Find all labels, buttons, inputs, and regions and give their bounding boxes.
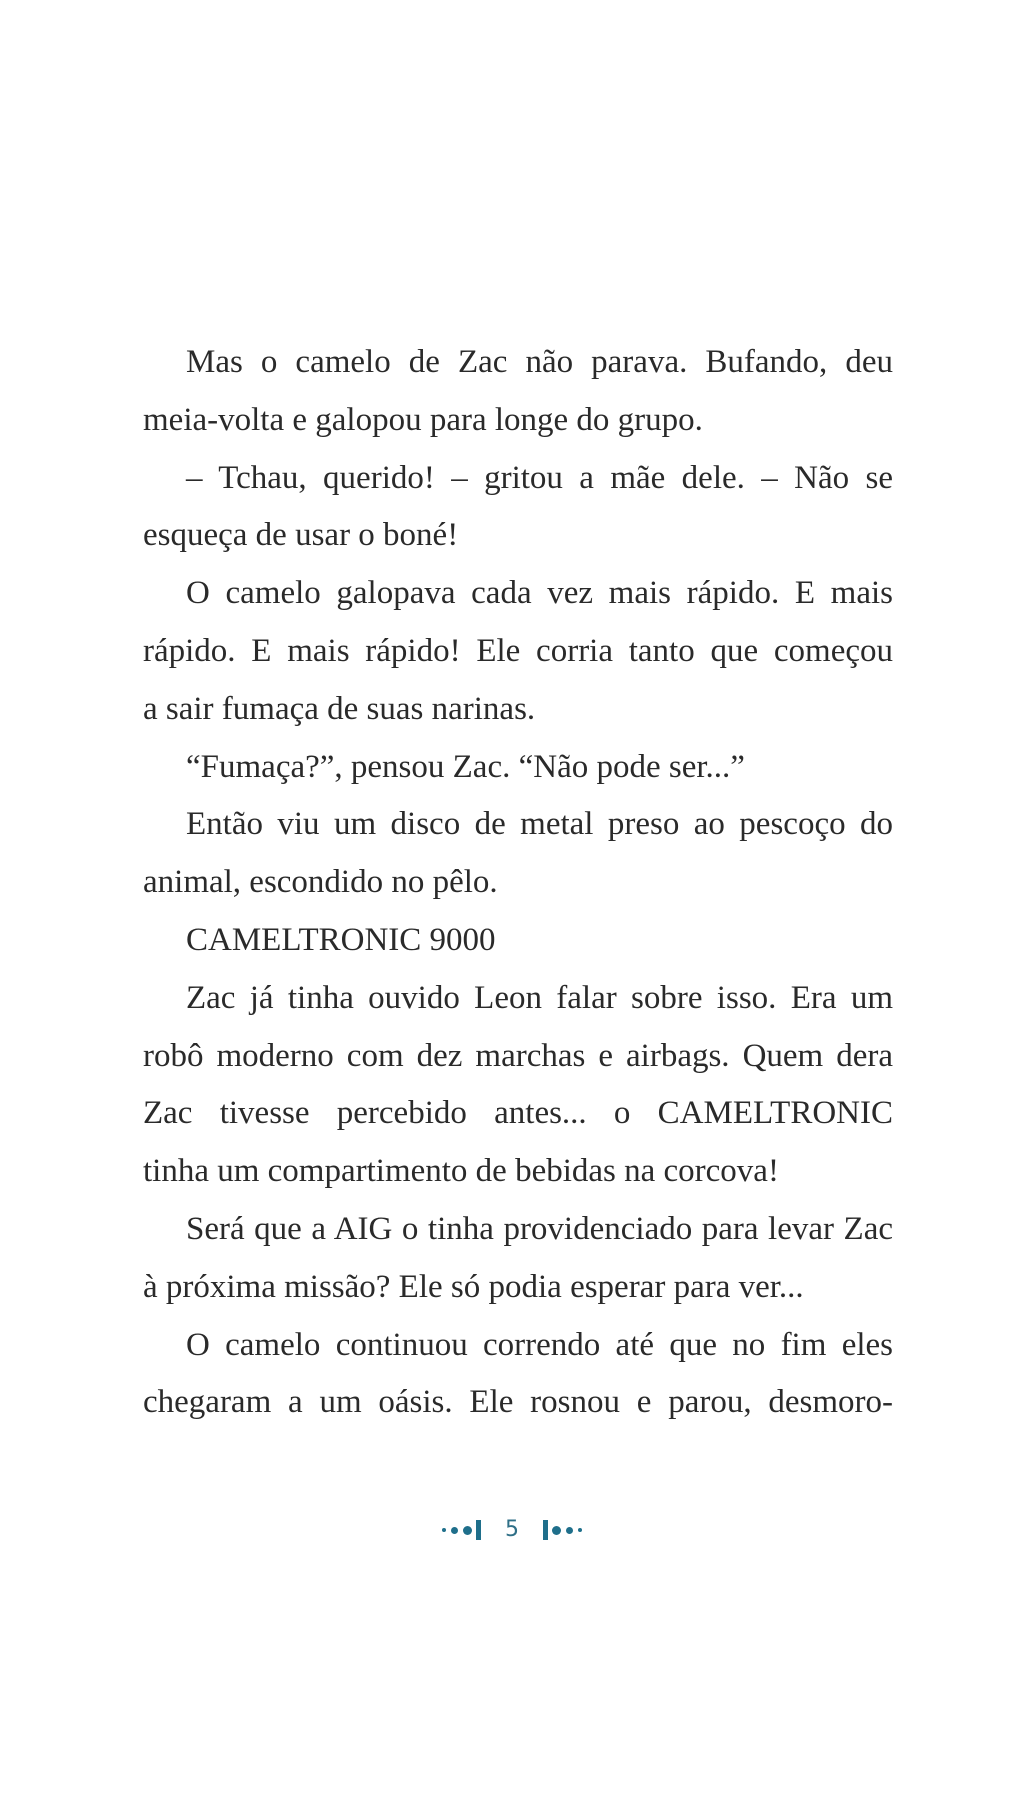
text-line: “Fumaça?”, pensou Zac. “Não pode ser...” xyxy=(186,748,745,785)
text-line: chegaram a um oásis. Ele rosnou e parou, desmoro- xyxy=(143,1384,893,1421)
text-line: animal, escondido no pêlo. xyxy=(143,864,498,901)
text-line: O camelo galopava cada vez mais rápido. E mais xyxy=(186,575,893,612)
folio-ornament-right-icon xyxy=(552,1526,582,1535)
text-line: esqueça de usar o boné! xyxy=(143,517,459,554)
text-line: a sair fumaça de suas narinas. xyxy=(143,690,536,727)
page-number: 5 xyxy=(505,1517,519,1542)
text-line: CAMELTRONIC 9000 xyxy=(186,921,496,958)
text-line: Será que a AIG o tinha providenciado para levar Zac xyxy=(186,1210,893,1247)
text-line: Então viu um disco de metal preso ao pescoço do xyxy=(186,806,893,843)
folio-bar-right-icon xyxy=(543,1520,548,1540)
text-line: meia-volta e galopou para longe do grupo. xyxy=(143,401,703,438)
page-number-folio xyxy=(0,1512,1024,1548)
folio-bar-left-icon xyxy=(476,1520,481,1540)
text-line: rápido. E mais rápido! Ele corria tanto que começou xyxy=(143,632,893,669)
text-line: Zac já tinha ouvido Leon falar sobre isso. Era um xyxy=(186,979,893,1016)
text-line: O camelo continuou correndo até que no fim eles xyxy=(186,1326,893,1363)
text-line: Zac tivesse percebido antes... o CAMELTRONIC xyxy=(143,1095,893,1132)
text-line: à próxima missão? Ele só podia esperar para ver... xyxy=(143,1268,804,1305)
body-text xyxy=(143,334,893,1432)
text-line: – Tchau, querido! – gritou a mãe dele. – Não se xyxy=(186,459,893,496)
text-line: Mas o camelo de Zac não parava. Bufando, deu xyxy=(186,344,893,380)
text-line: tinha um compartimento de bebidas na corcova! xyxy=(143,1153,779,1190)
text-line: robô moderno com dez marchas e airbags. Quem dera xyxy=(143,1037,893,1074)
folio-ornament-left-icon xyxy=(442,1526,472,1535)
